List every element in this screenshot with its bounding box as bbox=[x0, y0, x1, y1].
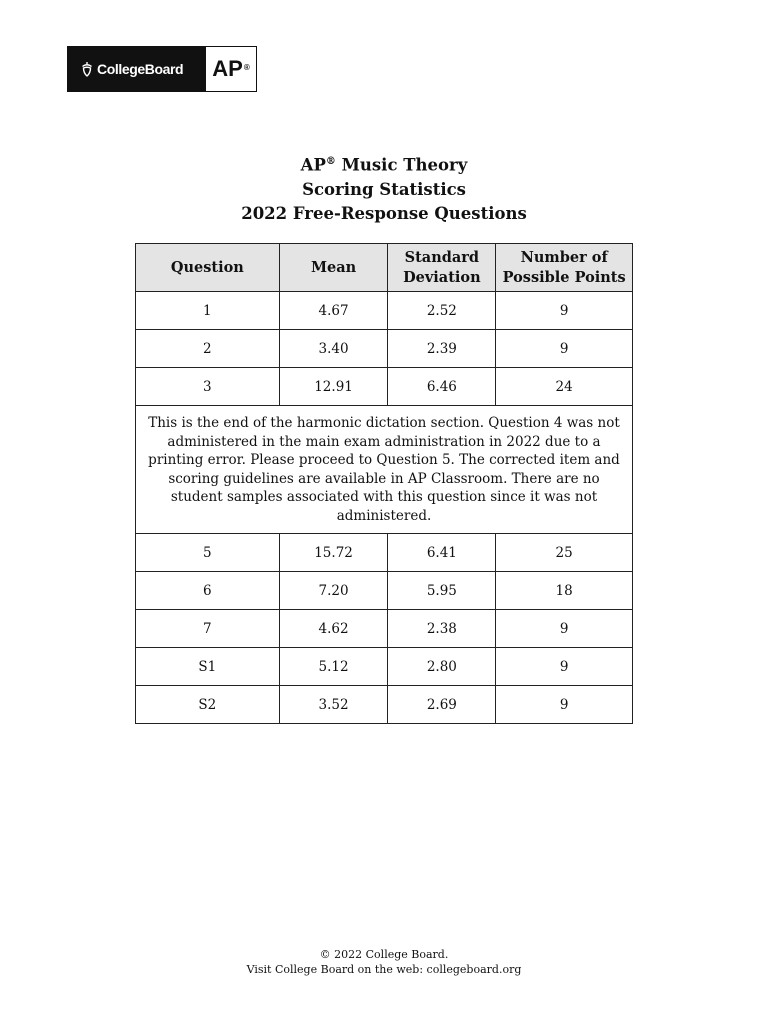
cell-points: 9 bbox=[496, 292, 633, 330]
cell-mean: 12.91 bbox=[279, 368, 388, 406]
header-question: Question bbox=[136, 244, 280, 292]
website-text: Visit College Board on the web: collegeboard.org bbox=[246, 963, 522, 976]
header-possible-points: Number of Possible Points bbox=[496, 244, 633, 292]
title-line-3: 2022 Free-Response Questions bbox=[241, 203, 527, 223]
title-subject: Music Theory bbox=[335, 155, 468, 175]
cell-question: 7 bbox=[136, 610, 280, 648]
scoring-statistics-table bbox=[135, 243, 633, 724]
cell-question: 1 bbox=[136, 292, 280, 330]
cell-mean: 3.52 bbox=[279, 686, 388, 724]
title-line-1 bbox=[0, 150, 768, 178]
cell-mean: 4.67 bbox=[279, 292, 388, 330]
ap-mark-reg: ® bbox=[243, 62, 250, 72]
cell-points: 9 bbox=[496, 610, 633, 648]
ap-logo bbox=[206, 47, 256, 91]
header-mean: Mean bbox=[279, 244, 388, 292]
table-header-row bbox=[136, 244, 633, 292]
table-row bbox=[136, 686, 633, 724]
cell-mean: 4.62 bbox=[279, 610, 388, 648]
table-row bbox=[136, 648, 633, 686]
table-row bbox=[136, 368, 633, 406]
cell-points: 25 bbox=[496, 534, 633, 572]
cell-mean: 3.40 bbox=[279, 330, 388, 368]
collegeboard-ap-logo bbox=[67, 46, 257, 92]
cell-sd: 5.95 bbox=[388, 572, 496, 610]
title-ap: AP bbox=[300, 155, 326, 175]
table-row bbox=[136, 610, 633, 648]
cell-points: 18 bbox=[496, 572, 633, 610]
title-line-2: Scoring Statistics bbox=[302, 179, 466, 199]
cell-mean: 7.20 bbox=[279, 572, 388, 610]
question-4-note: This is the end of the harmonic dictation section. Question 4 was not administered in the main exam administration in 2022 due to a printing error. Please proceed to Question 5. The corrected item and scoring guidelines are available in AP Classroom. There are no student samples associated with this question since it was not administered. bbox=[136, 406, 633, 534]
table-row bbox=[136, 292, 633, 330]
title-registered-mark: ® bbox=[325, 156, 336, 167]
cell-question: S2 bbox=[136, 686, 280, 724]
header-standard-deviation: Standard Deviation bbox=[388, 244, 496, 292]
page-footer bbox=[0, 947, 768, 977]
cell-sd: 6.46 bbox=[388, 368, 496, 406]
cell-mean: 5.12 bbox=[279, 648, 388, 686]
acorn-icon bbox=[80, 61, 94, 77]
note-row bbox=[136, 406, 633, 534]
cell-sd: 2.69 bbox=[388, 686, 496, 724]
cell-question: 6 bbox=[136, 572, 280, 610]
copyright-text: © 2022 College Board. bbox=[319, 948, 449, 961]
table-row bbox=[136, 572, 633, 610]
cell-question: 5 bbox=[136, 534, 280, 572]
cell-points: 24 bbox=[496, 368, 633, 406]
cell-question: S1 bbox=[136, 648, 280, 686]
collegeboard-wordmark: CollegeBoard bbox=[97, 61, 184, 77]
cell-sd: 2.39 bbox=[388, 330, 496, 368]
cell-question: 3 bbox=[136, 368, 280, 406]
ap-mark: AP bbox=[212, 56, 243, 81]
cell-sd: 2.80 bbox=[388, 648, 496, 686]
table-row bbox=[136, 534, 633, 572]
cell-points: 9 bbox=[496, 330, 633, 368]
table-row bbox=[136, 330, 633, 368]
cell-points: 9 bbox=[496, 686, 633, 724]
cell-sd: 2.38 bbox=[388, 610, 496, 648]
cell-sd: 2.52 bbox=[388, 292, 496, 330]
cell-mean: 15.72 bbox=[279, 534, 388, 572]
cell-sd: 6.41 bbox=[388, 534, 496, 572]
cell-points: 9 bbox=[496, 648, 633, 686]
document-title bbox=[0, 150, 768, 226]
cell-question: 2 bbox=[136, 330, 280, 368]
collegeboard-logo bbox=[68, 47, 206, 91]
